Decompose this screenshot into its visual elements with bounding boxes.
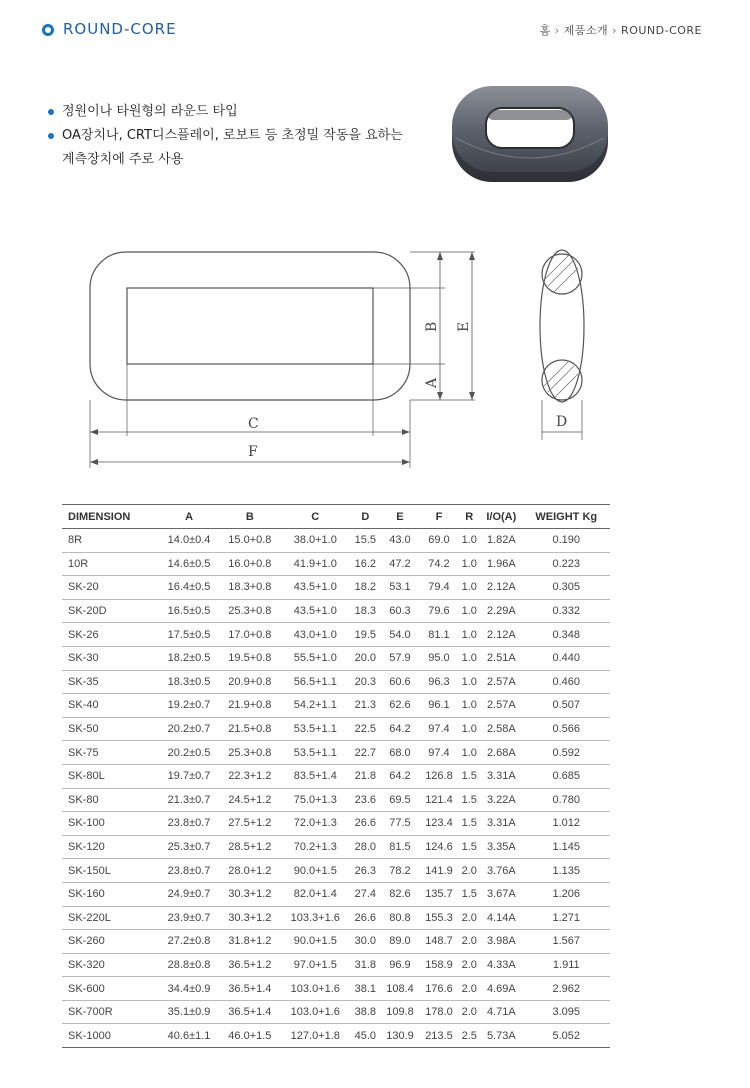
table-row [62, 599, 610, 623]
table-cell: 96.9 [380, 953, 419, 977]
table-cell: 176.6 [419, 977, 458, 1001]
label-a: A [424, 377, 440, 388]
table-row [62, 882, 610, 906]
table-cell: 74.2 [419, 552, 458, 576]
table-row [62, 1024, 610, 1048]
table-cell: 82.6 [380, 882, 419, 906]
table-cell: 22.3+1.2 [219, 764, 280, 788]
table-cell: 53.5+1.1 [280, 741, 350, 765]
table-cell: 2.0 [458, 953, 480, 977]
table-row [62, 741, 610, 765]
table-cell: 141.9 [419, 859, 458, 883]
table-cell: 0.348 [523, 623, 610, 647]
table-cell: 1.5 [458, 882, 480, 906]
table-cell: 20.0 [350, 646, 380, 670]
table-row [62, 812, 610, 836]
table-cell: 0.305 [523, 576, 610, 600]
table-cell: 16.4±0.5 [159, 576, 220, 600]
table-cell: 27.5+1.2 [219, 812, 280, 836]
table-cell: 89.0 [380, 930, 419, 954]
table-cell: SK-20D [62, 599, 159, 623]
chevron-right-icon: › [554, 24, 560, 37]
table-cell: 60.6 [380, 670, 419, 694]
table-row [62, 764, 610, 788]
table-cell: 26.6 [350, 906, 380, 930]
table-cell: SK-1000 [62, 1024, 159, 1048]
label-c: C [248, 416, 259, 432]
table-cell: 55.5+1.0 [280, 646, 350, 670]
table-cell: 81.1 [419, 623, 458, 647]
table-cell: 148.7 [419, 930, 458, 954]
table-cell: 30.3+1.2 [219, 906, 280, 930]
table-cell: 18.2±0.5 [159, 646, 220, 670]
table-cell: 90.0+1.5 [280, 859, 350, 883]
table-cell: 17.5±0.5 [159, 623, 220, 647]
column-header: A [159, 505, 220, 529]
table-cell: 47.2 [380, 552, 419, 576]
table-cell: 1.135 [523, 859, 610, 883]
table-cell: 1.0 [458, 623, 480, 647]
breadcrumb-current[interactable]: ROUND-CORE [621, 24, 702, 37]
table-cell: 31.8 [350, 953, 380, 977]
table-cell: 60.3 [380, 599, 419, 623]
page-header [0, 0, 750, 58]
table-cell: 69.5 [380, 788, 419, 812]
table-cell: 103.3+1.6 [280, 906, 350, 930]
table-cell: 43.5+1.0 [280, 599, 350, 623]
table-cell: 36.5+1.4 [219, 1000, 280, 1024]
column-header: E [380, 505, 419, 529]
table-cell: SK-120 [62, 835, 159, 859]
table-cell: 3.22A [480, 788, 522, 812]
table-cell: 16.0+0.8 [219, 552, 280, 576]
table-cell: 82.0+1.4 [280, 882, 350, 906]
table-cell: 97.4 [419, 741, 458, 765]
table-cell: 1.0 [458, 529, 480, 553]
spec-table [62, 504, 610, 1048]
feature-item: 정원이나 타원형의 라운드 타입 [48, 100, 428, 124]
column-header: I/O(A) [480, 505, 522, 529]
table-cell: 18.3 [350, 599, 380, 623]
table-cell: 2.68A [480, 741, 522, 765]
table-cell: SK-150L [62, 859, 159, 883]
table-cell: 1.271 [523, 906, 610, 930]
table-cell: 30.3+1.2 [219, 882, 280, 906]
table-cell: 28.8±0.8 [159, 953, 220, 977]
table-cell: SK-320 [62, 953, 159, 977]
table-cell: 10R [62, 552, 159, 576]
table-cell: 20.3 [350, 670, 380, 694]
table-cell: 30.0 [350, 930, 380, 954]
table-cell: 0.190 [523, 529, 610, 553]
table-cell: 64.2 [380, 717, 419, 741]
table-cell: 68.0 [380, 741, 419, 765]
table-cell: 54.0 [380, 623, 419, 647]
table-cell: 0.507 [523, 694, 610, 718]
table-cell: 0.440 [523, 646, 610, 670]
table-cell: SK-50 [62, 717, 159, 741]
table-cell: 1.0 [458, 646, 480, 670]
table-cell: SK-80 [62, 788, 159, 812]
column-header: DIMENSION [62, 505, 159, 529]
table-cell: 1.0 [458, 741, 480, 765]
table-cell: 103.0+1.6 [280, 1000, 350, 1024]
table-cell: 19.7±0.7 [159, 764, 220, 788]
table-cell: 17.0+0.8 [219, 623, 280, 647]
table-cell: 0.780 [523, 788, 610, 812]
dimension-drawing [80, 240, 620, 470]
table-cell: 2.57A [480, 670, 522, 694]
table-cell: SK-35 [62, 670, 159, 694]
table-cell: 21.3 [350, 694, 380, 718]
column-header: F [419, 505, 458, 529]
table-cell: 2.12A [480, 576, 522, 600]
table-row [62, 1000, 610, 1024]
table-cell: 123.4 [419, 812, 458, 836]
table-cell: 2.29A [480, 599, 522, 623]
table-row [62, 717, 610, 741]
table-cell: 15.0+0.8 [219, 529, 280, 553]
table-cell: 1.5 [458, 764, 480, 788]
table-cell: 3.98A [480, 930, 522, 954]
table-cell: 21.9+0.8 [219, 694, 280, 718]
table-cell: 14.0±0.4 [159, 529, 220, 553]
table-cell: 81.5 [380, 835, 419, 859]
table-cell: SK-160 [62, 882, 159, 906]
table-row [62, 670, 610, 694]
table-cell: 96.1 [419, 694, 458, 718]
table-cell: SK-260 [62, 930, 159, 954]
table-cell: 18.3+0.8 [219, 576, 280, 600]
table-cell: 1.567 [523, 930, 610, 954]
table-cell: 20.9+0.8 [219, 670, 280, 694]
table-row [62, 906, 610, 930]
table-cell: 23.9±0.7 [159, 906, 220, 930]
table-cell: 3.31A [480, 812, 522, 836]
table-cell: 28.0+1.2 [219, 859, 280, 883]
table-cell: 1.5 [458, 835, 480, 859]
table-cell: 1.0 [458, 552, 480, 576]
table-cell: 22.5 [350, 717, 380, 741]
table-cell: 124.6 [419, 835, 458, 859]
table-cell: SK-20 [62, 576, 159, 600]
table-cell: 23.6 [350, 788, 380, 812]
table-cell: 23.8±0.7 [159, 859, 220, 883]
table-cell: 108.4 [380, 977, 419, 1001]
table-cell: 21.5+0.8 [219, 717, 280, 741]
page-title: ROUND-CORE [63, 20, 177, 38]
table-cell: 26.6 [350, 812, 380, 836]
table-cell: 1.5 [458, 812, 480, 836]
table-cell: 18.2 [350, 576, 380, 600]
table-cell: 3.35A [480, 835, 522, 859]
table-cell: 57.9 [380, 646, 419, 670]
table-row [62, 623, 610, 647]
table-cell: 69.0 [419, 529, 458, 553]
table-cell: 79.6 [419, 599, 458, 623]
table-cell: 3.67A [480, 882, 522, 906]
table-cell: 78.2 [380, 859, 419, 883]
table-cell: 8R [62, 529, 159, 553]
table-cell: 4.69A [480, 977, 522, 1001]
feature-item-continuation: 계측장치에 주로 사용 [62, 152, 184, 167]
table-cell: 14.6±0.5 [159, 552, 220, 576]
table-cell: SK-75 [62, 741, 159, 765]
table-cell: 3.76A [480, 859, 522, 883]
table-cell: 27.2±0.8 [159, 930, 220, 954]
label-f: F [248, 444, 258, 460]
table-cell: SK-40 [62, 694, 159, 718]
table-row [62, 977, 610, 1001]
table-cell: 127.0+1.8 [280, 1024, 350, 1048]
table-row [62, 788, 610, 812]
table-cell: 70.2+1.3 [280, 835, 350, 859]
table-cell: 2.0 [458, 977, 480, 1001]
label-e: E [456, 321, 472, 332]
table-cell: 19.5 [350, 623, 380, 647]
table-cell: 213.5 [419, 1024, 458, 1048]
table-cell: 1.82A [480, 529, 522, 553]
table-cell: 64.2 [380, 764, 419, 788]
breadcrumb [540, 22, 702, 38]
table-cell: 2.57A [480, 694, 522, 718]
table-cell: 0.566 [523, 717, 610, 741]
table-cell: 43.0 [380, 529, 419, 553]
table-cell: 27.4 [350, 882, 380, 906]
table-cell: 25.3+0.8 [219, 741, 280, 765]
table-cell: 21.3±0.7 [159, 788, 220, 812]
round-core-photo [446, 78, 614, 190]
table-cell: 22.7 [350, 741, 380, 765]
table-cell: 36.5+1.2 [219, 953, 280, 977]
table-cell: 56.5+1.1 [280, 670, 350, 694]
table-cell: SK-30 [62, 646, 159, 670]
table-cell: 38.1 [350, 977, 380, 1001]
table-cell: 97.0+1.5 [280, 953, 350, 977]
column-header: B [219, 505, 280, 529]
table-row [62, 859, 610, 883]
column-header: WEIGHT Kg [523, 505, 610, 529]
column-header: R [458, 505, 480, 529]
breadcrumb-products[interactable]: 제품소개 [563, 24, 609, 37]
table-cell: 18.3±0.5 [159, 670, 220, 694]
table-cell: 24.5+1.2 [219, 788, 280, 812]
table-cell: 3.095 [523, 1000, 610, 1024]
table-row [62, 646, 610, 670]
table-cell: 80.8 [380, 906, 419, 930]
table-cell: 2.0 [458, 1000, 480, 1024]
table-cell: 43.0+1.0 [280, 623, 350, 647]
table-cell: 2.0 [458, 930, 480, 954]
table-cell: 2.0 [458, 906, 480, 930]
table-cell: 24.9±0.7 [159, 882, 220, 906]
table-cell: 1.0 [458, 576, 480, 600]
table-cell: 23.8±0.7 [159, 812, 220, 836]
feature-list [48, 100, 428, 172]
table-cell: 38.0+1.0 [280, 529, 350, 553]
table-row [62, 576, 610, 600]
table-cell: 77.5 [380, 812, 419, 836]
table-cell: 1.5 [458, 788, 480, 812]
table-cell: 72.0+1.3 [280, 812, 350, 836]
table-cell: 2.962 [523, 977, 610, 1001]
table-cell: 16.2 [350, 552, 380, 576]
table-cell: 31.8+1.2 [219, 930, 280, 954]
table-cell: 20.2±0.7 [159, 717, 220, 741]
table-cell: 4.14A [480, 906, 522, 930]
label-b: B [424, 321, 440, 332]
title-bullet-icon [42, 24, 54, 36]
table-cell: 53.5+1.1 [280, 717, 350, 741]
table-cell: 121.4 [419, 788, 458, 812]
table-header-row [62, 505, 610, 529]
table-cell: 54.2+1.1 [280, 694, 350, 718]
table-cell: 21.8 [350, 764, 380, 788]
table-row [62, 552, 610, 576]
table-cell: 2.12A [480, 623, 522, 647]
table-cell: 46.0+1.5 [219, 1024, 280, 1048]
table-cell: 19.5+0.8 [219, 646, 280, 670]
table-cell: 95.0 [419, 646, 458, 670]
feature-item: OA장치나, CRT디스플레이, 로보트 등 초정밀 작동을 요하는 [48, 124, 428, 148]
table-cell: SK-100 [62, 812, 159, 836]
table-cell: 25.3±0.7 [159, 835, 220, 859]
table-cell: 62.6 [380, 694, 419, 718]
table-cell: 43.5+1.0 [280, 576, 350, 600]
table-cell: 19.2±0.7 [159, 694, 220, 718]
table-cell: SK-700R [62, 1000, 159, 1024]
table-cell: 40.6±1.1 [159, 1024, 220, 1048]
table-cell: 0.685 [523, 764, 610, 788]
table-cell: 75.0+1.3 [280, 788, 350, 812]
table-cell: 20.2±0.5 [159, 741, 220, 765]
table-cell: 3.31A [480, 764, 522, 788]
table-row [62, 694, 610, 718]
table-cell: SK-600 [62, 977, 159, 1001]
table-cell: 41.9+1.0 [280, 552, 350, 576]
inner-window [127, 288, 373, 364]
table-body [62, 529, 610, 1048]
table-cell: SK-220L [62, 906, 159, 930]
table-row [62, 529, 610, 553]
table-row [62, 953, 610, 977]
table-cell: 1.911 [523, 953, 610, 977]
column-header: C [280, 505, 350, 529]
table-cell: 0.223 [523, 552, 610, 576]
table-cell: 1.012 [523, 812, 610, 836]
table-cell: 25.3+0.8 [219, 599, 280, 623]
table-cell: 2.58A [480, 717, 522, 741]
table-cell: 96.3 [419, 670, 458, 694]
table-cell: 34.4±0.9 [159, 977, 220, 1001]
breadcrumb-home[interactable]: 홈 [539, 24, 551, 37]
table-cell: 38.8 [350, 1000, 380, 1024]
table-cell: 1.96A [480, 552, 522, 576]
table-cell: 90.0+1.5 [280, 930, 350, 954]
table-cell: 2.0 [458, 859, 480, 883]
table-cell: 16.5±0.5 [159, 599, 220, 623]
table-cell: 15.5 [350, 529, 380, 553]
table-cell: 0.460 [523, 670, 610, 694]
table-row [62, 930, 610, 954]
table-cell: 1.206 [523, 882, 610, 906]
table-cell: 2.5 [458, 1024, 480, 1048]
table-cell: 53.1 [380, 576, 419, 600]
table-cell: 103.0+1.6 [280, 977, 350, 1001]
table-cell: 0.592 [523, 741, 610, 765]
table-cell: 126.8 [419, 764, 458, 788]
table-cell: 28.0 [350, 835, 380, 859]
table-cell: 158.9 [419, 953, 458, 977]
table-cell: 155.3 [419, 906, 458, 930]
label-d: D [556, 414, 568, 430]
table-cell: 5.73A [480, 1024, 522, 1048]
chevron-right-icon: › [612, 24, 618, 37]
table-cell: SK-80L [62, 764, 159, 788]
table-cell: 36.5+1.4 [219, 977, 280, 1001]
table-cell: 45.0 [350, 1024, 380, 1048]
table-cell: 135.7 [419, 882, 458, 906]
table-cell: 26.3 [350, 859, 380, 883]
table-cell: 1.0 [458, 694, 480, 718]
table-cell: 1.0 [458, 599, 480, 623]
table-row [62, 835, 610, 859]
table-cell: 4.71A [480, 1000, 522, 1024]
table-cell: 83.5+1.4 [280, 764, 350, 788]
outer-outline [90, 252, 410, 400]
table-cell: 2.51A [480, 646, 522, 670]
table-cell: 79.4 [419, 576, 458, 600]
table-cell: 28.5+1.2 [219, 835, 280, 859]
table-cell: 1.145 [523, 835, 610, 859]
table-cell: 0.332 [523, 599, 610, 623]
table-cell: SK-26 [62, 623, 159, 647]
table-cell: 178.0 [419, 1000, 458, 1024]
table-cell: 5.052 [523, 1024, 610, 1048]
table-cell: 1.0 [458, 717, 480, 741]
table-cell: 1.0 [458, 670, 480, 694]
table-cell: 35.1±0.9 [159, 1000, 220, 1024]
table-cell: 109.8 [380, 1000, 419, 1024]
table-cell: 97.4 [419, 717, 458, 741]
column-header: D [350, 505, 380, 529]
table-cell: 4.33A [480, 953, 522, 977]
table-cell: 130.9 [380, 1024, 419, 1048]
